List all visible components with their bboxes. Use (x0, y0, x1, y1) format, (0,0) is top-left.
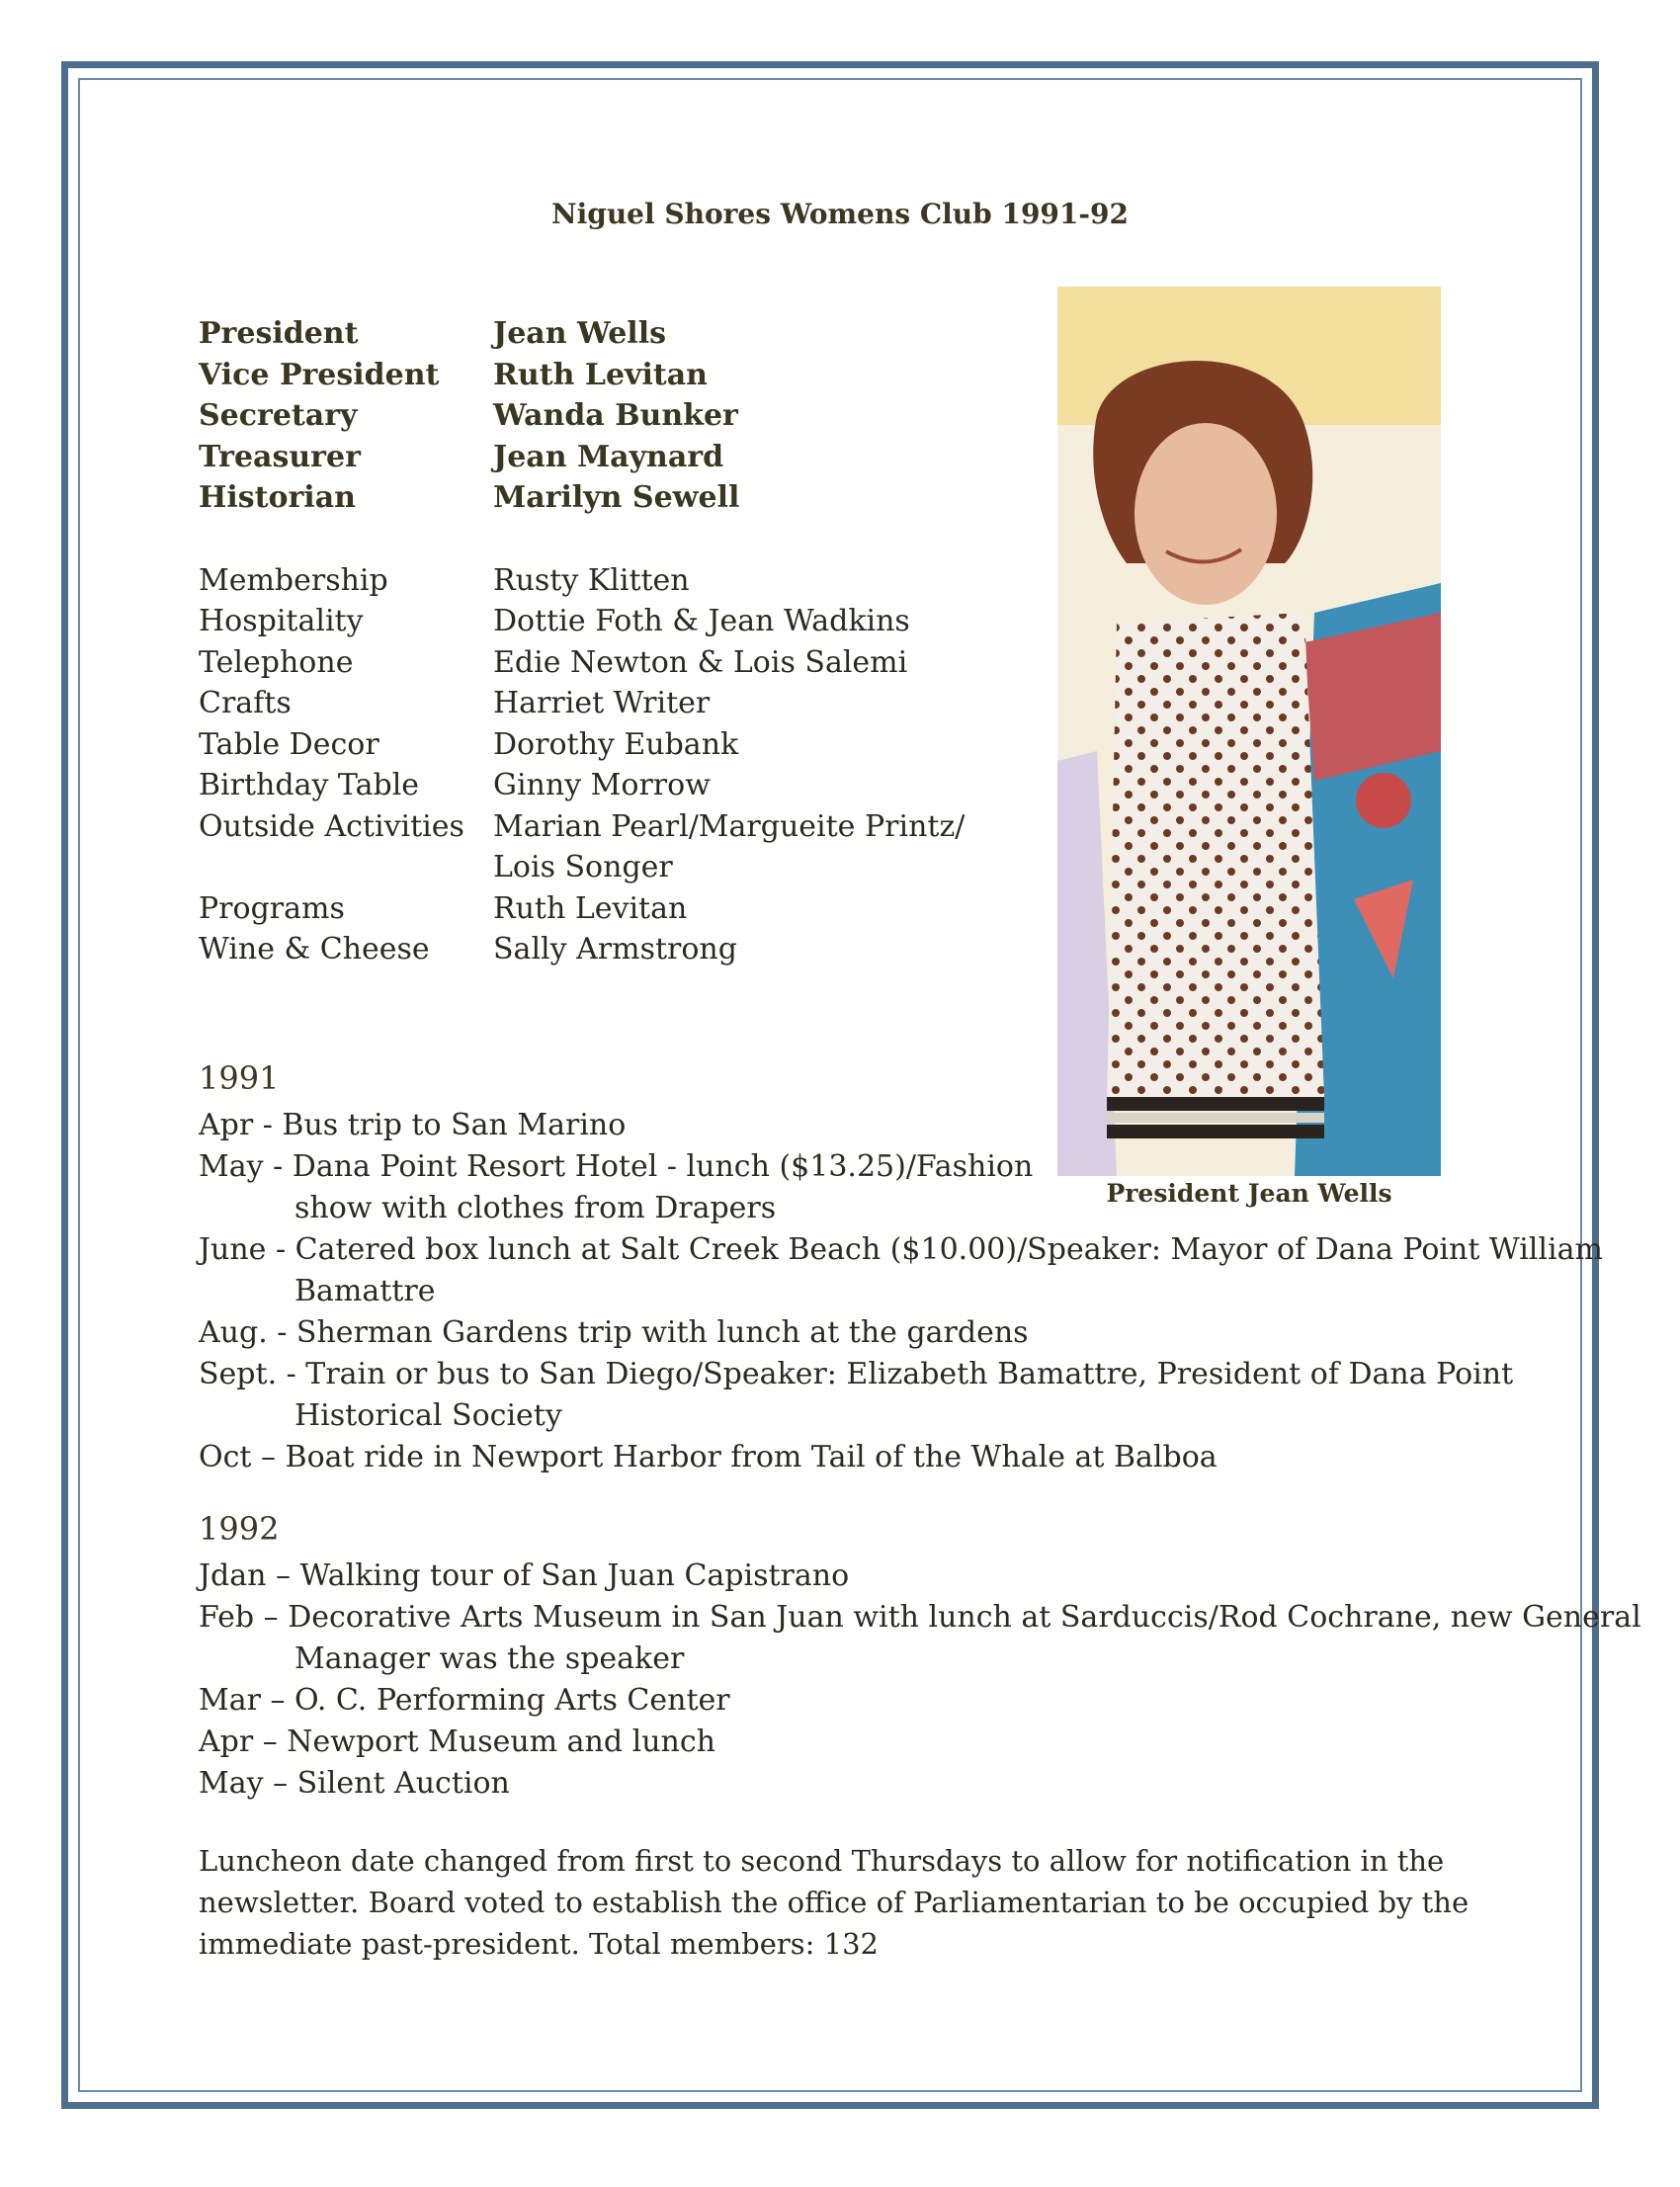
event-line: May – Silent Auction (199, 1766, 510, 1801)
officer-role: Secretary (199, 398, 358, 433)
page-title: Niguel Shores Womens Club 1991-92 (551, 198, 1129, 230)
committee-role: Birthday Table (199, 768, 420, 802)
event-item (199, 1229, 1603, 1312)
committee-name: Ruth Levitan (493, 890, 688, 926)
event-continuation: Manager was the speaker (294, 1641, 685, 1676)
portrait-illustration (1057, 287, 1441, 1176)
committee-name: Edie Newton & Lois Salemi (493, 644, 908, 680)
officer-name: Ruth Levitan (493, 357, 708, 392)
event-line: Mar – O. C. Performing Arts Center (199, 1683, 730, 1718)
event-item (199, 1680, 1641, 1722)
committee-name: Harriet Writer (493, 686, 711, 720)
event-line: June - Catered box lunch at Salt Creek Beach ($10.00)/Speaker: Mayor of Dana Point William (199, 1232, 1603, 1267)
officer-name: Jean Maynard (493, 439, 724, 474)
event-item (199, 1437, 1603, 1478)
committee-name: Rusty Klitten (493, 562, 690, 598)
event-continuation: show with clothes from Drapers (294, 1191, 777, 1225)
committee-role: Hospitality (199, 604, 364, 638)
committee-role: Wine & Cheese (199, 932, 430, 967)
committee-name: Lois Songer (493, 850, 673, 884)
committee-role: Programs (199, 890, 345, 926)
president-photo (1057, 287, 1441, 1176)
event-item (199, 1722, 1641, 1763)
event-line: Feb – Decorative Arts Museum in San Juan with lunch at Sarduccis/Rod Cochrane, new General (199, 1600, 1641, 1635)
committee-role: Crafts (199, 686, 292, 720)
committee-name: Dottie Foth & Jean Wadkins (493, 604, 910, 638)
officer-name: Marilyn Sewell (493, 480, 740, 515)
officer-role: Vice President (199, 357, 440, 392)
summary-paragraph: Luncheon date changed from first to second Thursdays to allow for notification in the newsletter. Board voted to establish the office of Parliamentarian to be occupied by the immediate past-president. Total members: 132 (199, 1844, 1470, 1961)
committee-name: Marian Pearl/Margueite Printz/ (493, 808, 966, 844)
event-line: Sept. - Train or bus to San Diego/Speaker: Elizabeth Bamattre, President of Dana Point (199, 1357, 1514, 1391)
committee-role: Membership (199, 562, 388, 598)
officer-role: Historian (199, 480, 356, 515)
events-1991 (199, 1059, 1603, 1478)
officer-role: President (199, 316, 359, 351)
event-item (199, 1597, 1641, 1680)
year-heading: 1991 (199, 1059, 280, 1097)
officer-role: Treasurer (199, 439, 361, 474)
event-item (199, 1556, 1641, 1597)
committee-name: Ginny Morrow (493, 768, 711, 802)
event-line: Oct – Boat ride in Newport Harbor from Tail of the Whale at Balboa (199, 1440, 1218, 1474)
event-item (199, 1105, 1603, 1146)
year-heading: 1992 (199, 1510, 280, 1548)
officer-name: Wanda Bunker (493, 398, 738, 433)
photo-caption: President Jean Wells (1106, 1179, 1392, 1208)
event-continuation: Historical Society (294, 1398, 562, 1433)
event-line: Aug. - Sherman Gardens trip with lunch at the gardens (199, 1315, 1029, 1350)
committee-role: Table Decor (199, 726, 379, 762)
event-item (199, 1763, 1641, 1805)
event-item (199, 1312, 1603, 1354)
events-1992 (199, 1510, 1641, 1805)
event-continuation: Bamattre (294, 1274, 436, 1308)
officer-name: Jean Wells (493, 316, 666, 351)
committee-role: Telephone (199, 644, 354, 680)
event-item (199, 1354, 1603, 1437)
event-line: May - Dana Point Resort Hotel - lunch ($13.25)/Fashion (199, 1149, 1034, 1184)
committee-name: Sally Armstrong (493, 932, 737, 967)
committee-name: Dorothy Eubank (493, 726, 739, 762)
event-line: Apr – Newport Museum and lunch (199, 1724, 715, 1759)
committee-role: Outside Activities (199, 808, 464, 844)
event-line: Apr - Bus trip to San Marino (199, 1108, 627, 1142)
event-item (199, 1146, 1603, 1229)
event-line: Jdan – Walking tour of San Juan Capistrano (199, 1558, 850, 1593)
